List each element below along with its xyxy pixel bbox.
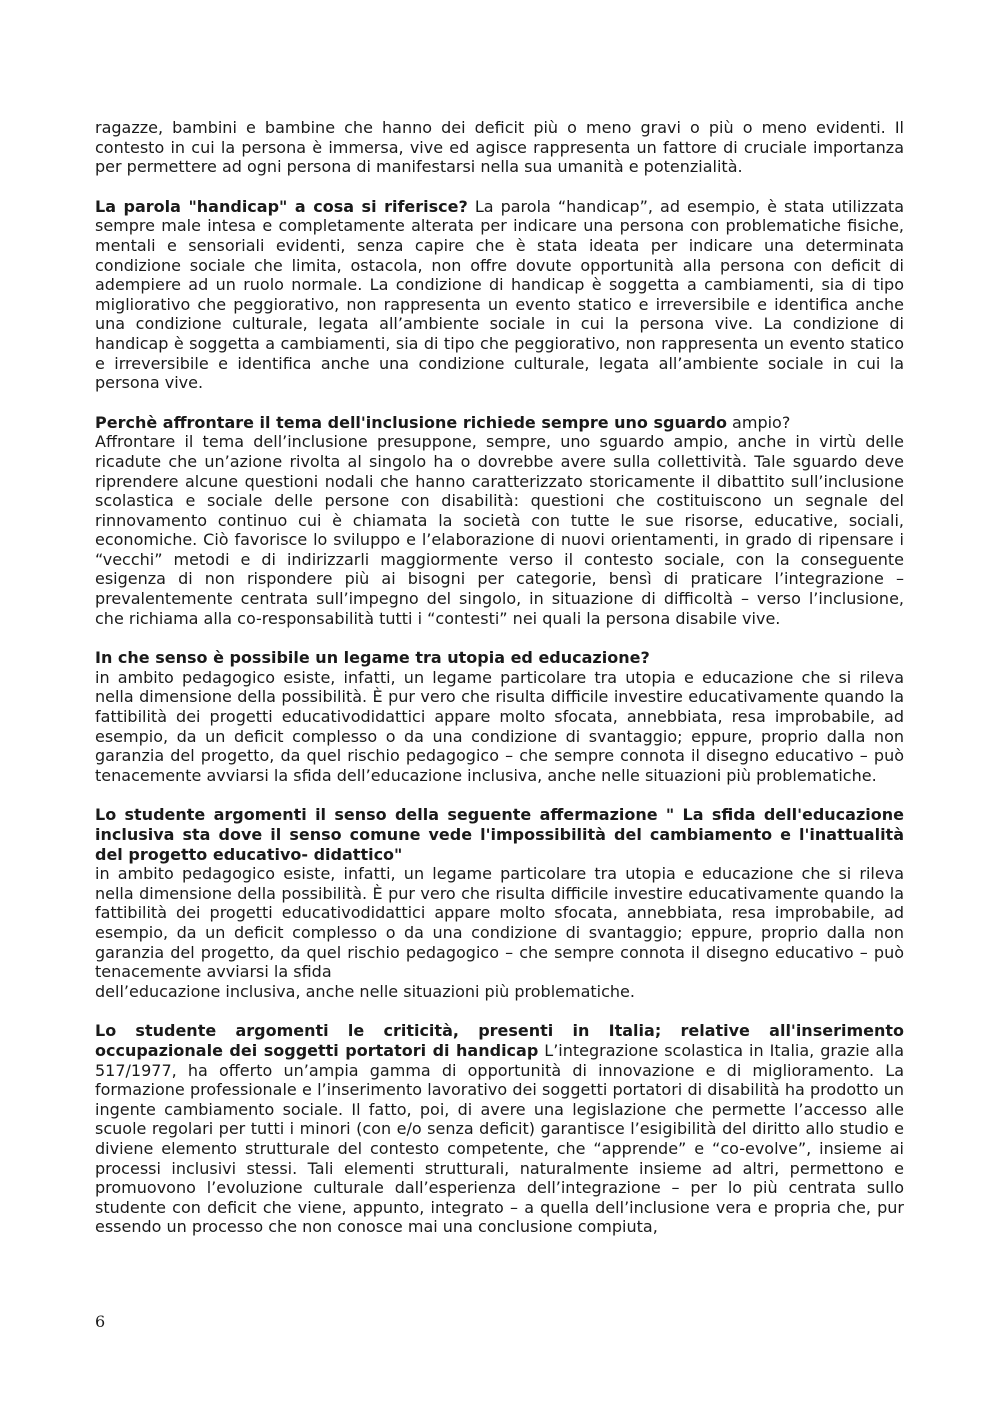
paragraph-gap xyxy=(95,628,904,648)
question-inclusion: Perchè affrontare il tema dell'inclusione richiede sempre uno sguardo xyxy=(95,412,727,432)
paragraph-gap xyxy=(95,1001,904,1021)
answer-inclusive-challenge-tail: dell’educazione inclusiva, anche nelle situazioni più problematiche. xyxy=(95,981,635,1001)
answer-inclusive-challenge: in ambito pedagogico esiste, infatti, un legame particolare tra utopia e educazione che si rileva nella dimensione della possibilità. È pur vero che risulta difficile investire educativamente quando la fattibilità dei progetti educativodidattici appare molto sfocata, annebbiata, resa improbabile, ad esempio, da un deficit complesso o da una condizione di svantaggio; eppure, proprio dalla non garanzia del progetto, da quel rischio pedagogico – che sempre connota il disegno educativo – può tenacemente avviarsi la sfida xyxy=(95,864,904,982)
paragraph-gap xyxy=(95,785,904,805)
question-employment: Lo studente argomenti le criticità, presenti in Italia; relative all'inserimento occupazionale dei soggetti portatori di handicap xyxy=(95,1021,904,1060)
answer-utopia: in ambito pedagogico esiste, infatti, un legame particolare tra utopia e educazione che si rileva nella dimensione della possibilità. È pur vero che risulta difficile investire educativamente quando la fattibilità dei progetti educativodidattici appare molto sfocata, annebbiata, resa improbabile, ad esempio, da un deficit complesso o da una condizione di svantaggio; eppure, proprio dalla non garanzia del progetto, da quel rischio pedagogico – che sempre connota il disegno educativo – può tenacemente avviarsi la sfida dell’educazione inclusiva, anche nelle situazioni più problematiche. xyxy=(95,667,904,785)
question-utopia: In che senso è possibile un legame tra utopia ed educazione? xyxy=(95,648,650,668)
question-inclusive-challenge: Lo studente argomenti il senso della seguente affermazione " La sfida dell'educazione inclusiva sta dove il senso comune vede l'impossibilità del cambiamento e l'inattualità del progetto educativo- didattico" xyxy=(95,805,904,864)
section-handicap xyxy=(95,197,904,393)
answer-inclusion: Affrontare il tema dell’inclusione presuppone, sempre, uno sguardo ampio, anche in virtù delle ricadute che un’azione rivolta al singolo ha o dovrebbe avere sulla collettività. Tale sguardo deve riprendere alcune questioni nodali che hanno caratterizzato storicamente il dibattito sull’inclusione scolastica e sociale delle persone con disabilità: questioni che costituiscono un segnale del rinnovamento continuo cui è chiamata la società con tutte le sue risorse, educative, sociali, economiche. Ciò favorisce lo sviluppo e l’elaborazione di nuovi orientamenti, in grado di ripensare i “vecchi” metodi e di indirizzarli maggiormente verso il contesto sociale, con la conseguente esigenza di non rispondere più ai bisogni per categorie, bensì di praticare l’integrazione – prevalentemente centrata sull’impegno del singolo, in situazione di difficoltà – verso l’inclusione, che richiama alla co-responsabilità tutti i “contesti” nei quali la persona disabile vive. xyxy=(95,432,904,628)
section-employment xyxy=(95,1021,904,1237)
intro-paragraph: ragazze, bambini e bambine che hanno dei deficit più o meno gravi o più o meno evidenti. Il contesto in cui la persona è immersa, vive ed agisce rappresenta un fattore di cruciale importanza per permettere ad ogni persona di manifestarsi nella sua umanità e potenzialità. xyxy=(95,118,904,177)
question-inclusion-tail: ampio? xyxy=(726,412,791,432)
page-number: 6 xyxy=(95,1312,106,1331)
paragraph-gap xyxy=(95,177,904,197)
paragraph-gap xyxy=(95,393,904,413)
question-inclusion-paragraph xyxy=(95,413,904,433)
answer-employment: L’integrazione scolastica in Italia, grazie alla 517/1977, ha offerto un’ampia gamma di opportunità di innovazione e di miglioramento. La formazione professionale e l’inserimento lavorativo dei soggetti portatori di disabilità ha prodotto un ingente cambiamento sociale. Il fatto, poi, di avere una legislazione che permette l’accesso alle scuole regolari per tutti i minori (con e/o senza deficit) garantisce l’esigibilità del diritto allo studio e diviene elemento strutturale del contesto competente, che “apprende” e “co-evolve”, insieme ai processi inclusivi stessi. Tali elementi strutturali, naturalmente insieme ad altri, permettono e promuovono l’evoluzione culturale dall’esperienza dell’integrazione – per lo più centrata sullo studente con deficit che viene, appunto, integrato – a quella dell’inclusione vera e propria che, pur essendo un processo che non conosce mai una conclusione compiuta, xyxy=(95,1040,904,1237)
document-page xyxy=(95,118,904,1237)
answer-handicap: La parola “handicap”, ad esempio, è stata utilizzata sempre male intesa e completamente alterata per indicare una persona con problematiche fisiche, mentali e sensoriali evidenti, senza capire che è stata ideata per indicare una determinata condizione sociale che limita, ostacola, non offre dovute opportunità alla persona con deficit di adempiere ad un ruolo normale. La condizione di handicap è soggetta a cambiamenti, sia di tipo migliorativo che peggiorativo, non rappresenta un evento statico e irreversibile e identifica anche una condizione culturale, legata all’ambiente sociale in cui la persona vive. La condizione di handicap è soggetta a cambiamenti, sia di tipo che peggiorativo, non rappresenta un evento statico e irreversibile e identifica anche una condizione culturale, legata all’ambiente sociale in cui la persona vive. xyxy=(95,196,904,393)
question-handicap: La parola "handicap" a cosa si riferisce? xyxy=(95,196,468,216)
